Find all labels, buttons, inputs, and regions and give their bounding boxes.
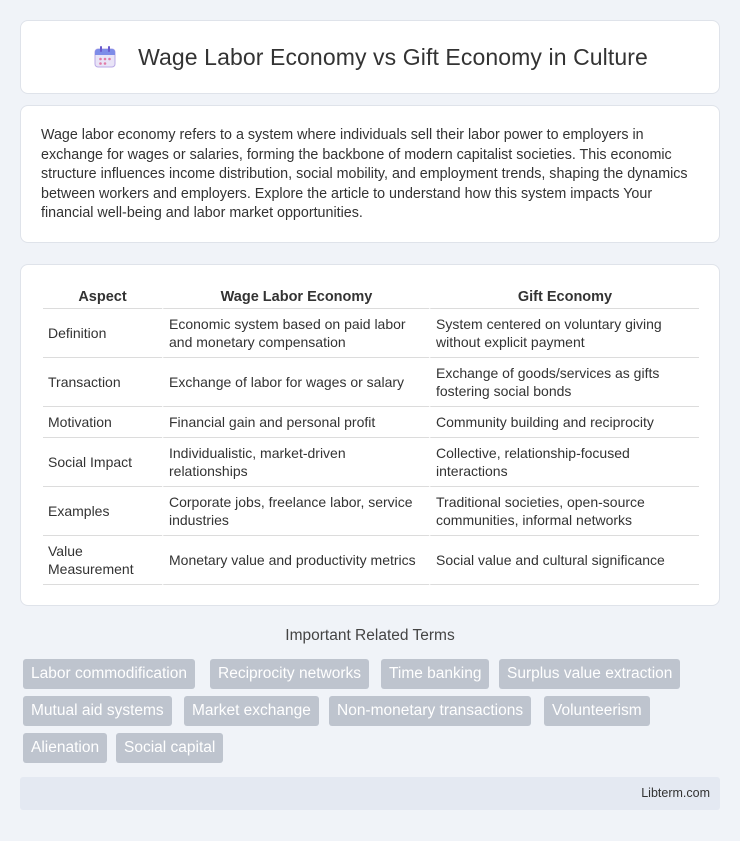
related-term-tag[interactable]: Mutual aid systems (23, 696, 172, 726)
calendar-icon (92, 44, 118, 70)
footer (20, 777, 720, 810)
gift-economy-cell: Community building and reciprocity (429, 407, 699, 438)
comparison-table (43, 285, 699, 585)
comparison-table-card (20, 264, 720, 606)
wage-labor-cell: Individualistic, market-driven relationships (162, 438, 429, 487)
related-terms-title: Important Related Terms (285, 627, 455, 644)
related-term-tag[interactable]: Volunteerism (544, 696, 650, 726)
related-term-tag[interactable]: Non-monetary transactions (329, 696, 531, 726)
aspect-cell: Transaction (43, 358, 162, 407)
table-row (43, 438, 699, 487)
intro-text: Wage labor economy refers to a system where individuals sell their labor power to employers in exchange for wages or salaries, forming the backbone of modern capitalist societies. This economic structure influences income distribution, social mobility, and employment trends, shaping the dynamics between workers and employers. Explore the article to understand how this system impacts Your financial well-being and labor market opportunities. (41, 127, 688, 222)
header-aspect: Aspect (43, 285, 162, 309)
aspect-cell: Value Measurement (43, 536, 162, 585)
related-term-tag[interactable]: Reciprocity networks (210, 659, 369, 689)
table-row (43, 309, 699, 358)
title-card (20, 20, 720, 94)
aspect-cell: Examples (43, 487, 162, 536)
page-title: Wage Labor Economy vs Gift Economy in Culture (138, 43, 648, 70)
gift-economy-cell: Collective, relationship-focused interactions (429, 438, 699, 487)
table-row (43, 536, 699, 585)
wage-labor-cell: Financial gain and personal profit (162, 407, 429, 438)
footer-site-link[interactable]: Libterm.com (641, 786, 710, 800)
related-term-tag[interactable]: Time banking (381, 659, 489, 689)
related-term-tag[interactable]: Surplus value extraction (499, 659, 680, 689)
header-gift-economy: Gift Economy (429, 285, 699, 309)
aspect-cell: Motivation (43, 407, 162, 438)
aspect-cell: Social Impact (43, 438, 162, 487)
related-term-tag[interactable]: Alienation (23, 733, 107, 763)
wage-labor-cell: Exchange of labor for wages or salary (162, 358, 429, 407)
wage-labor-cell: Economic system based on paid labor and monetary compensation (162, 309, 429, 358)
aspect-cell: Definition (43, 309, 162, 358)
intro-card (20, 105, 720, 243)
related-term-tag[interactable]: Labor commodification (23, 659, 195, 689)
wage-labor-cell: Monetary value and productivity metrics (162, 536, 429, 585)
table-row (43, 358, 699, 407)
table-row (43, 487, 699, 536)
table-row (43, 407, 699, 438)
table-header-row (43, 285, 699, 309)
gift-economy-cell: System centered on voluntary giving without explicit payment (429, 309, 699, 358)
wage-labor-cell: Corporate jobs, freelance labor, service industries (162, 487, 429, 536)
gift-economy-cell: Traditional societies, open-source communities, informal networks (429, 487, 699, 536)
gift-economy-cell: Exchange of goods/services as gifts fostering social bonds (429, 358, 699, 407)
header-wage-labor: Wage Labor Economy (162, 285, 429, 309)
related-term-tag[interactable]: Market exchange (184, 696, 319, 726)
gift-economy-cell: Social value and cultural significance (429, 536, 699, 585)
related-term-tag[interactable]: Social capital (116, 733, 223, 763)
